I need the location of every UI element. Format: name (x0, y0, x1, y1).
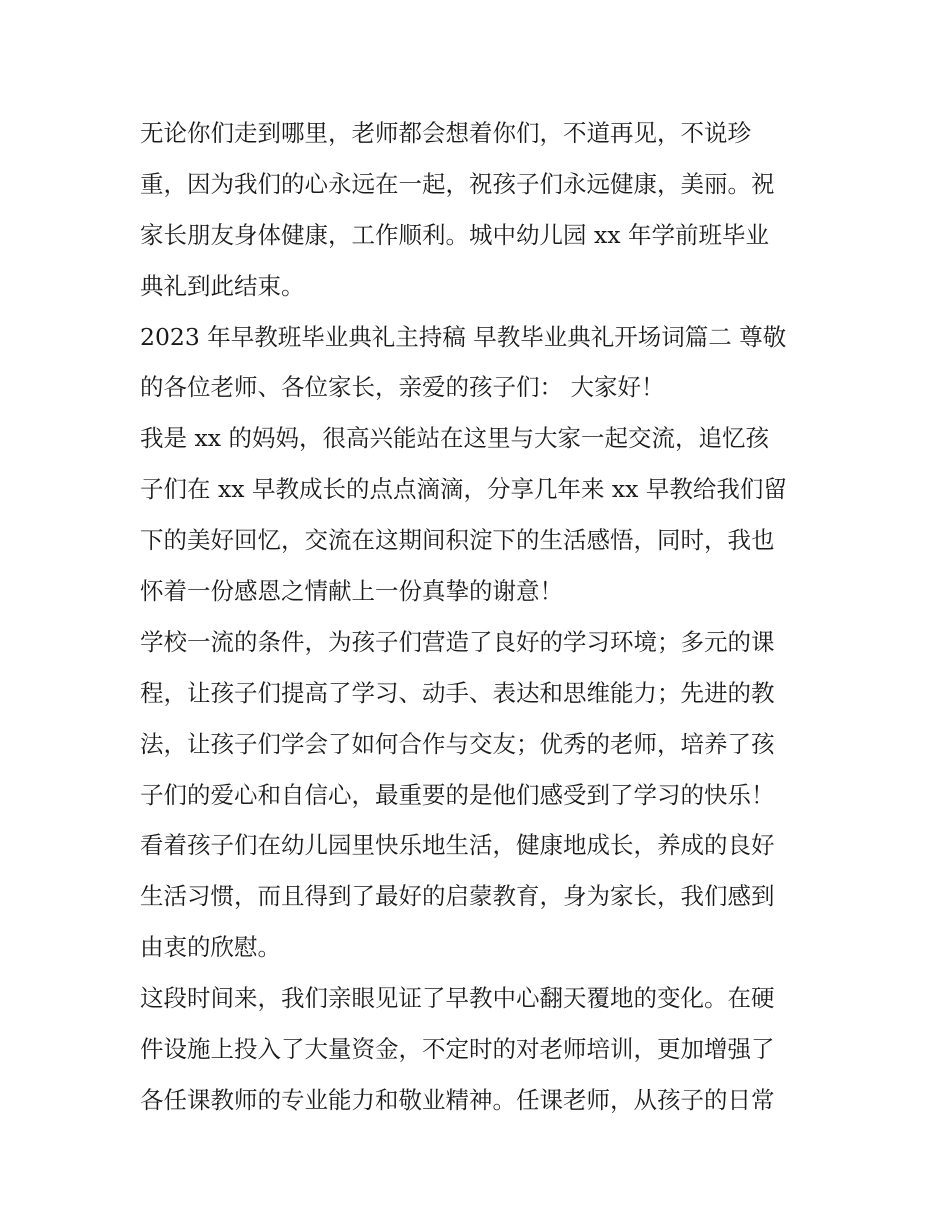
text-line: 由衷的欣慰。 (140, 933, 281, 962)
text-line: 这段时间来，我们亲眼见证了早教中心翻天覆地的变化。在硬 (140, 984, 775, 1013)
text-line: 生活习惯，而且得到了最好的启蒙教育，身为家长，我们感到 (140, 882, 775, 911)
text-line: 件设施上投入了大量资金，不定时的对老师培训，更加增强了 (140, 1035, 775, 1064)
text-line: 典礼到此结束。 (140, 271, 305, 300)
text-line: 2023 年早教班毕业典礼主持稿 早教毕业典礼开场词篇二 尊敬 (140, 322, 787, 351)
text-line: 程，让孩子们提高了学习、动手、表达和思维能力；先进的教 (140, 678, 775, 707)
text-line: 下的美好回忆，交流在这期间积淀下的生活感悟，同时，我也 (140, 526, 775, 555)
text-line: 我是 xx 的妈妈，很高兴能站在这里与大家一起交流，追忆孩 (140, 424, 769, 453)
text-line: 重，因为我们的心永远在一起，祝孩子们永远健康，美丽。祝 (140, 169, 775, 198)
text-line: 的各位老师、各位家长，亲爱的孩子们： 大家好！ (140, 373, 665, 402)
text-line: 学校一流的条件，为孩子们营造了良好的学习环境；多元的课 (140, 627, 775, 656)
text-line: 子们的爱心和自信心，最重要的是他们感受到了学习的快乐！ (140, 780, 775, 809)
text-line: 子们在 xx 早教成长的点点滴滴，分享几年来 xx 早教给我们留 (140, 475, 787, 504)
text-line: 看着孩子们在幼儿园里快乐地生活，健康地成长，养成的良好 (140, 831, 775, 860)
text-line: 各任课教师的专业能力和敬业精神。任课老师，从孩子的日常 (140, 1085, 775, 1114)
body-text (140, 108, 816, 1126)
text-line: 无论你们走到哪里，老师都会想着你们，不道再见，不说珍 (140, 119, 751, 147)
text-line: 法，让孩子们学会了如何合作与交友；优秀的老师，培养了孩 (140, 729, 775, 758)
text-line: 怀着一份感恩之情献上一份真挚的谢意！ (140, 577, 563, 606)
text-line: 家长朋友身体健康，工作顺利。城中幼儿园 xx 年学前班毕业 (140, 220, 769, 249)
